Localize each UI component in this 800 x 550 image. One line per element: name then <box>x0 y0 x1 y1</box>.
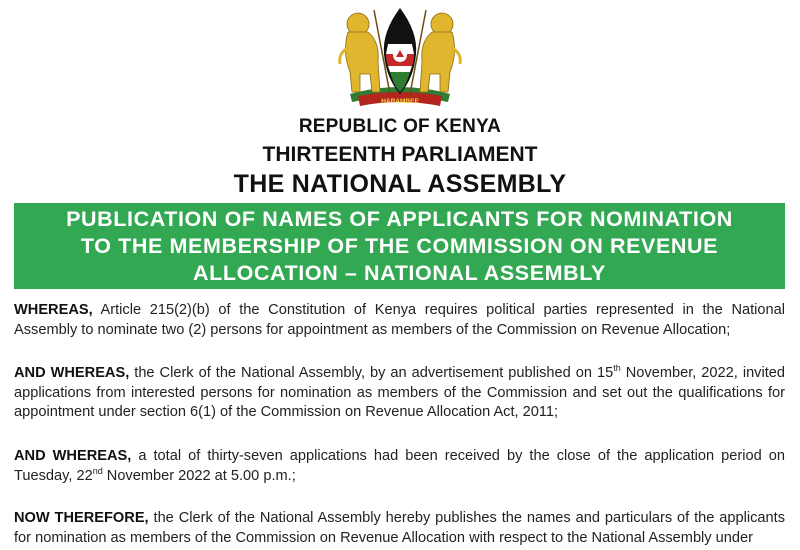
ordinal-suffix: nd <box>92 465 103 476</box>
paragraph-text: the Clerk of the National Assembly, by an advertisement published on 15 <box>129 365 614 381</box>
motto-text: HARAMBEE <box>381 98 419 105</box>
paragraph-lead: AND WHEREAS, <box>14 365 130 381</box>
paragraph-text: Article 215(2)(b) of the Constitution of Kenya requires political parties represented in the National Assembly to nominate two (2) persons for appointment as members of the Commission on Revenue Allocation; <box>14 302 785 338</box>
ordinal-suffix: th <box>613 363 621 374</box>
banner-line-1: PUBLICATION OF NAMES OF APPLICANTS FOR NOMINATION <box>66 206 733 231</box>
coat-of-arms-icon <box>330 2 470 110</box>
paragraph-text: a total of thirty-seven applications had been received by the close of the application period on Tuesday, 22 <box>14 448 785 484</box>
paragraph-lead: AND WHEREAS, <box>14 448 132 464</box>
header-parliament: THIRTEENTH PARLIAMENT <box>262 143 538 166</box>
paragraph-and-whereas-applications <box>14 447 785 486</box>
paragraph-lead: NOW THEREFORE, <box>14 510 149 526</box>
left-lion-icon <box>340 13 380 92</box>
paragraph-text: November, 2022, invited applications from interested persons for nomination as members of the Commission and set out the qualifications for appointment under section 6(1) of the Commission on Revenue Allocation Act, 2011; <box>14 365 786 420</box>
right-lion-icon <box>420 13 460 92</box>
banner-line-3: ALLOCATION – NATIONAL ASSEMBLY <box>193 260 606 285</box>
header-assembly: THE NATIONAL ASSEMBLY <box>233 170 567 198</box>
paragraph-and-whereas-advertisement <box>14 364 785 423</box>
banner-line-2: TO THE MEMBERSHIP OF THE COMMISSION ON REVENUE <box>80 233 719 258</box>
paragraph-now-therefore <box>14 509 785 548</box>
paragraph-text: November 2022 at 5.00 p.m.; <box>102 467 296 484</box>
header-republic: REPUBLIC OF KENYA <box>298 116 502 137</box>
paragraph-text: the Clerk of the National Assembly hereby publishes the names and particulars of the applicants for nomination as members of the Commission on Revenue Allocation with respect to the National Assembly under <box>14 510 786 546</box>
paragraph-lead: WHEREAS, <box>14 302 93 318</box>
publication-title-banner <box>14 203 785 289</box>
paragraph-whereas <box>14 301 785 340</box>
shield-icon <box>384 8 416 94</box>
